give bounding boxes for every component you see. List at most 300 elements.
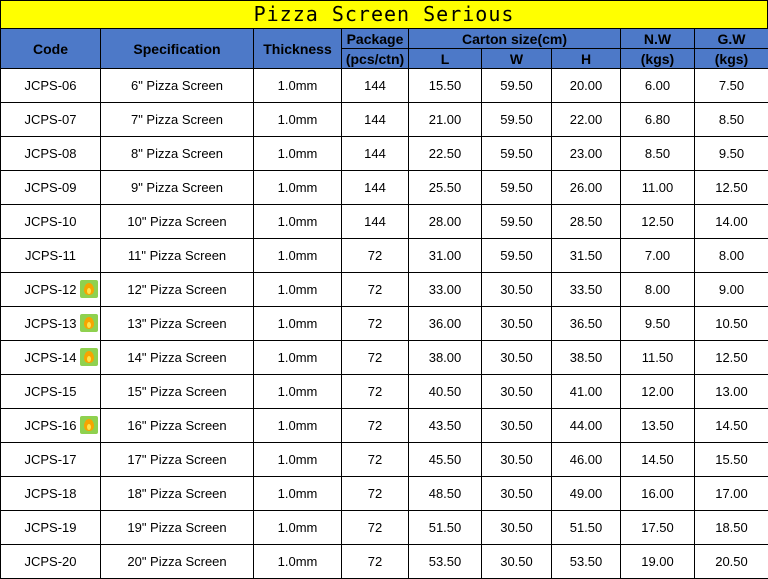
cell-length	[409, 443, 482, 477]
cell-thickness	[254, 205, 342, 239]
cell-net-weight	[621, 307, 695, 341]
cell-code-text: JCPS-06	[24, 78, 76, 93]
cell-length	[409, 375, 482, 409]
cell-thickness-text: 1.0mm	[278, 146, 318, 161]
cell-thickness	[254, 103, 342, 137]
table-row	[1, 409, 768, 443]
cell-length	[409, 69, 482, 103]
cell-width	[482, 545, 552, 579]
cell-specification-text: 11" Pizza Screen	[128, 248, 226, 263]
cell-package	[342, 171, 409, 205]
cell-gross-weight	[695, 103, 768, 137]
cell-thickness	[254, 443, 342, 477]
cell-height-text: 31.50	[570, 248, 603, 263]
cell-gross-weight-text: 12.50	[715, 180, 748, 195]
cell-height-text: 36.50	[570, 316, 603, 331]
cell-width-text: 30.50	[500, 418, 533, 433]
table-row	[1, 205, 768, 239]
cell-net-weight-text: 14.50	[641, 452, 674, 467]
cell-height-text: 26.00	[570, 180, 603, 195]
cell-package	[342, 273, 409, 307]
cell-package-text: 72	[368, 554, 382, 569]
header-height: H	[552, 49, 621, 69]
cell-package	[342, 375, 409, 409]
cell-thickness	[254, 341, 342, 375]
cell-gross-weight-text: 7.50	[719, 78, 744, 93]
cell-width	[482, 273, 552, 307]
cell-length-text: 22.50	[429, 146, 462, 161]
cell-thickness-text: 1.0mm	[278, 316, 318, 331]
cell-height-text: 28.50	[570, 214, 603, 229]
cell-width	[482, 69, 552, 103]
cell-height-text: 53.50	[570, 554, 603, 569]
header-nw-unit: (kgs)	[621, 49, 695, 69]
cell-height-text: 46.00	[570, 452, 603, 467]
spec-table	[0, 28, 768, 579]
cell-thickness-text: 1.0mm	[278, 214, 318, 229]
cell-height	[552, 137, 621, 171]
cell-specification	[101, 409, 254, 443]
table-row	[1, 69, 768, 103]
cell-height	[552, 443, 621, 477]
cell-width-text: 59.50	[500, 112, 533, 127]
cell-length-text: 45.50	[429, 452, 462, 467]
cell-thickness	[254, 409, 342, 443]
fire-icon	[80, 280, 98, 298]
cell-length-text: 33.00	[429, 282, 462, 297]
cell-specification-text: 6" Pizza Screen	[131, 78, 223, 93]
cell-height	[552, 205, 621, 239]
cell-net-weight-text: 11.00	[642, 180, 674, 195]
cell-specification-text: 13" Pizza Screen	[127, 316, 226, 331]
cell-thickness	[254, 477, 342, 511]
header-gw: G.W	[695, 29, 768, 49]
cell-net-weight	[621, 273, 695, 307]
cell-width	[482, 375, 552, 409]
cell-height	[552, 103, 621, 137]
cell-net-weight	[621, 409, 695, 443]
cell-net-weight-text: 19.00	[641, 554, 674, 569]
cell-width	[482, 443, 552, 477]
cell-height-text: 44.00	[570, 418, 603, 433]
cell-code-text: JCPS-11	[25, 248, 76, 263]
cell-length	[409, 137, 482, 171]
cell-thickness-text: 1.0mm	[278, 384, 318, 399]
cell-gross-weight	[695, 511, 768, 545]
cell-specification	[101, 137, 254, 171]
cell-width-text: 30.50	[500, 350, 533, 365]
cell-width-text: 30.50	[500, 282, 533, 297]
cell-package	[342, 137, 409, 171]
cell-specification	[101, 239, 254, 273]
table-row	[1, 443, 768, 477]
header-specification: Specification	[101, 29, 254, 69]
cell-specification-text: 9" Pizza Screen	[131, 180, 223, 195]
cell-net-weight-text: 8.00	[645, 282, 670, 297]
cell-specification-text: 16" Pizza Screen	[127, 418, 226, 433]
cell-code	[1, 205, 101, 239]
cell-specification	[101, 205, 254, 239]
cell-package	[342, 103, 409, 137]
cell-length	[409, 273, 482, 307]
cell-gross-weight	[695, 171, 768, 205]
cell-length	[409, 409, 482, 443]
table-row	[1, 171, 768, 205]
cell-length	[409, 477, 482, 511]
cell-specification-text: 10" Pizza Screen	[127, 214, 226, 229]
table-row	[1, 511, 768, 545]
cell-height	[552, 341, 621, 375]
cell-package-text: 72	[368, 486, 382, 501]
cell-width-text: 59.50	[500, 214, 533, 229]
cell-height	[552, 69, 621, 103]
cell-net-weight	[621, 341, 695, 375]
cell-specification	[101, 69, 254, 103]
cell-package	[342, 477, 409, 511]
cell-package-text: 72	[368, 316, 382, 331]
cell-length	[409, 171, 482, 205]
cell-specification	[101, 307, 254, 341]
cell-code-text: JCPS-10	[24, 214, 76, 229]
cell-thickness-text: 1.0mm	[278, 78, 318, 93]
cell-package	[342, 205, 409, 239]
cell-net-weight-text: 17.50	[641, 520, 674, 535]
cell-gross-weight-text: 15.50	[715, 452, 748, 467]
cell-height-text: 22.00	[570, 112, 603, 127]
cell-net-weight-text: 9.50	[645, 316, 670, 331]
cell-width-text: 59.50	[500, 248, 533, 263]
sheet-title: Pizza Screen Serious	[0, 0, 768, 29]
cell-net-weight-text: 6.80	[645, 112, 670, 127]
cell-code-text: JCPS-14	[24, 350, 76, 365]
cell-specification	[101, 375, 254, 409]
cell-specification	[101, 511, 254, 545]
cell-length-text: 25.50	[429, 180, 462, 195]
table-row	[1, 239, 768, 273]
cell-package	[342, 545, 409, 579]
cell-code-text: JCPS-12	[24, 282, 76, 297]
cell-thickness-text: 1.0mm	[278, 418, 318, 433]
cell-gross-weight-text: 18.50	[715, 520, 748, 535]
cell-height	[552, 239, 621, 273]
cell-gross-weight-text: 10.50	[715, 316, 748, 331]
cell-height-text: 33.50	[570, 282, 603, 297]
cell-net-weight-text: 12.50	[641, 214, 674, 229]
cell-height	[552, 307, 621, 341]
cell-code	[1, 375, 101, 409]
cell-code-text: JCPS-09	[24, 180, 76, 195]
cell-code-text: JCPS-19	[24, 520, 76, 535]
cell-height-text: 49.00	[570, 486, 603, 501]
cell-package-text: 72	[368, 452, 382, 467]
cell-net-weight	[621, 477, 695, 511]
cell-net-weight-text: 6.00	[645, 78, 670, 93]
cell-height	[552, 409, 621, 443]
cell-length-text: 53.50	[429, 554, 462, 569]
cell-gross-weight	[695, 443, 768, 477]
cell-height-text: 41.00	[570, 384, 603, 399]
cell-specification	[101, 545, 254, 579]
cell-code-text: JCPS-15	[24, 384, 76, 399]
cell-code	[1, 443, 101, 477]
cell-package-text: 72	[368, 384, 382, 399]
cell-thickness-text: 1.0mm	[278, 248, 318, 263]
cell-thickness-text: 1.0mm	[278, 554, 318, 569]
cell-net-weight	[621, 171, 695, 205]
cell-net-weight	[621, 239, 695, 273]
cell-thickness-text: 1.0mm	[278, 180, 318, 195]
cell-net-weight-text: 13.50	[641, 418, 674, 433]
cell-height-text: 23.00	[570, 146, 603, 161]
cell-height-text: 38.50	[570, 350, 603, 365]
cell-gross-weight	[695, 205, 768, 239]
cell-length-text: 28.00	[429, 214, 462, 229]
cell-code	[1, 103, 101, 137]
table-row	[1, 307, 768, 341]
cell-gross-weight	[695, 307, 768, 341]
cell-thickness	[254, 545, 342, 579]
cell-length-text: 15.50	[429, 78, 462, 93]
cell-code-text: JCPS-13	[24, 316, 76, 331]
cell-length-text: 40.50	[429, 384, 462, 399]
cell-code	[1, 171, 101, 205]
cell-thickness	[254, 239, 342, 273]
cell-width-text: 30.50	[500, 520, 533, 535]
cell-height	[552, 545, 621, 579]
cell-net-weight	[621, 103, 695, 137]
cell-package	[342, 307, 409, 341]
cell-thickness	[254, 69, 342, 103]
header-carton-size: Carton size(cm)	[409, 29, 621, 49]
cell-code	[1, 307, 101, 341]
header-length: L	[409, 49, 482, 69]
cell-width-text: 59.50	[500, 146, 533, 161]
cell-gross-weight-text: 14.50	[715, 418, 748, 433]
cell-gross-weight-text: 9.00	[719, 282, 744, 297]
cell-gross-weight-text: 8.00	[719, 248, 744, 263]
cell-package-text: 144	[364, 112, 386, 127]
cell-width	[482, 205, 552, 239]
cell-width-text: 59.50	[500, 78, 533, 93]
cell-package	[342, 239, 409, 273]
header-thickness: Thickness	[254, 29, 342, 69]
cell-package-text: 72	[368, 282, 382, 297]
cell-specification	[101, 443, 254, 477]
table-body	[1, 69, 768, 579]
cell-specification	[101, 341, 254, 375]
cell-length-text: 51.50	[429, 520, 462, 535]
header-width: W	[482, 49, 552, 69]
cell-code	[1, 239, 101, 273]
cell-code-text: JCPS-16	[24, 418, 76, 433]
cell-package-text: 144	[364, 214, 386, 229]
cell-thickness-text: 1.0mm	[278, 486, 318, 501]
cell-length	[409, 239, 482, 273]
cell-thickness	[254, 137, 342, 171]
cell-width-text: 30.50	[500, 452, 533, 467]
cell-net-weight-text: 8.50	[645, 146, 670, 161]
cell-gross-weight	[695, 273, 768, 307]
cell-package	[342, 443, 409, 477]
cell-code	[1, 545, 101, 579]
cell-specification-text: 17" Pizza Screen	[127, 452, 226, 467]
cell-code-text: JCPS-20	[24, 554, 76, 569]
cell-code-text: JCPS-17	[24, 452, 76, 467]
cell-height	[552, 511, 621, 545]
cell-net-weight-text: 11.50	[642, 350, 674, 365]
cell-specification	[101, 103, 254, 137]
cell-specification	[101, 171, 254, 205]
cell-net-weight	[621, 205, 695, 239]
header-gw-unit: (kgs)	[695, 49, 768, 69]
cell-net-weight-text: 12.00	[641, 384, 674, 399]
cell-thickness	[254, 375, 342, 409]
fire-icon	[80, 416, 98, 434]
cell-package	[342, 409, 409, 443]
cell-length	[409, 511, 482, 545]
cell-width-text: 30.50	[500, 384, 533, 399]
cell-gross-weight-text: 20.50	[715, 554, 748, 569]
cell-width	[482, 103, 552, 137]
cell-net-weight	[621, 511, 695, 545]
cell-length-text: 36.00	[429, 316, 462, 331]
table-row	[1, 273, 768, 307]
cell-thickness-text: 1.0mm	[278, 452, 318, 467]
cell-code	[1, 341, 101, 375]
cell-specification-text: 18" Pizza Screen	[127, 486, 226, 501]
cell-length	[409, 103, 482, 137]
cell-height	[552, 375, 621, 409]
cell-package-text: 144	[364, 180, 386, 195]
cell-width	[482, 511, 552, 545]
cell-thickness-text: 1.0mm	[278, 282, 318, 297]
cell-width-text: 30.50	[500, 554, 533, 569]
cell-thickness	[254, 511, 342, 545]
cell-width	[482, 307, 552, 341]
cell-code	[1, 511, 101, 545]
cell-width	[482, 341, 552, 375]
cell-thickness-text: 1.0mm	[278, 520, 318, 535]
cell-net-weight-text: 16.00	[641, 486, 674, 501]
cell-net-weight	[621, 443, 695, 477]
cell-package-text: 72	[368, 248, 382, 263]
cell-height-text: 20.00	[570, 78, 603, 93]
table-row	[1, 103, 768, 137]
cell-length	[409, 341, 482, 375]
cell-net-weight	[621, 375, 695, 409]
header-nw: N.W	[621, 29, 695, 49]
cell-width-text: 30.50	[500, 486, 533, 501]
cell-package	[342, 341, 409, 375]
cell-height-text: 51.50	[570, 520, 603, 535]
cell-gross-weight-text: 13.00	[715, 384, 748, 399]
cell-specification-text: 7" Pizza Screen	[131, 112, 223, 127]
cell-net-weight	[621, 545, 695, 579]
cell-specification-text: 19" Pizza Screen	[127, 520, 226, 535]
cell-thickness-text: 1.0mm	[278, 112, 318, 127]
cell-length-text: 43.50	[429, 418, 462, 433]
cell-thickness	[254, 273, 342, 307]
cell-length	[409, 307, 482, 341]
cell-code-text: JCPS-07	[24, 112, 76, 127]
cell-gross-weight-text: 9.50	[719, 146, 744, 161]
cell-gross-weight	[695, 477, 768, 511]
cell-code-text: JCPS-18	[24, 486, 76, 501]
fire-icon	[80, 314, 98, 332]
cell-specification-text: 20" Pizza Screen	[127, 554, 226, 569]
cell-specification	[101, 477, 254, 511]
cell-width	[482, 171, 552, 205]
cell-package-text: 72	[368, 350, 382, 365]
cell-code-text: JCPS-08	[24, 146, 76, 161]
cell-width	[482, 409, 552, 443]
cell-net-weight-text: 7.00	[645, 248, 670, 263]
header-package-unit: (pcs/ctn)	[342, 49, 409, 69]
cell-code	[1, 69, 101, 103]
cell-height	[552, 171, 621, 205]
cell-gross-weight	[695, 409, 768, 443]
cell-length-text: 38.00	[429, 350, 462, 365]
cell-gross-weight	[695, 137, 768, 171]
cell-package-text: 144	[364, 146, 386, 161]
cell-gross-weight-text: 12.50	[715, 350, 748, 365]
cell-gross-weight-text: 17.00	[715, 486, 748, 501]
cell-length-text: 31.00	[429, 248, 462, 263]
cell-thickness	[254, 171, 342, 205]
table-row	[1, 477, 768, 511]
cell-package	[342, 69, 409, 103]
cell-package-text: 72	[368, 418, 382, 433]
cell-package-text: 72	[368, 520, 382, 535]
cell-height	[552, 273, 621, 307]
cell-gross-weight	[695, 545, 768, 579]
cell-gross-weight-text: 8.50	[719, 112, 744, 127]
cell-specification-text: 8" Pizza Screen	[131, 146, 223, 161]
cell-net-weight	[621, 69, 695, 103]
cell-specification	[101, 273, 254, 307]
cell-code	[1, 477, 101, 511]
cell-gross-weight	[695, 341, 768, 375]
table-row	[1, 137, 768, 171]
cell-code	[1, 409, 101, 443]
cell-specification-text: 15" Pizza Screen	[127, 384, 226, 399]
fire-icon	[80, 348, 98, 366]
cell-height	[552, 477, 621, 511]
cell-specification-text: 14" Pizza Screen	[127, 350, 226, 365]
cell-gross-weight-text: 14.00	[715, 214, 748, 229]
table-row	[1, 375, 768, 409]
cell-gross-weight	[695, 375, 768, 409]
cell-width	[482, 137, 552, 171]
cell-length-text: 21.00	[429, 112, 462, 127]
cell-width-text: 30.50	[500, 316, 533, 331]
cell-thickness-text: 1.0mm	[278, 350, 318, 365]
cell-width-text: 59.50	[500, 180, 533, 195]
header-code: Code	[1, 29, 101, 69]
header-package: Package	[342, 29, 409, 49]
cell-length-text: 48.50	[429, 486, 462, 501]
cell-thickness	[254, 307, 342, 341]
cell-length	[409, 205, 482, 239]
cell-net-weight	[621, 137, 695, 171]
cell-specification-text: 12" Pizza Screen	[127, 282, 226, 297]
cell-package	[342, 511, 409, 545]
cell-code	[1, 137, 101, 171]
cell-gross-weight	[695, 239, 768, 273]
cell-length	[409, 545, 482, 579]
cell-gross-weight	[695, 69, 768, 103]
cell-width	[482, 239, 552, 273]
